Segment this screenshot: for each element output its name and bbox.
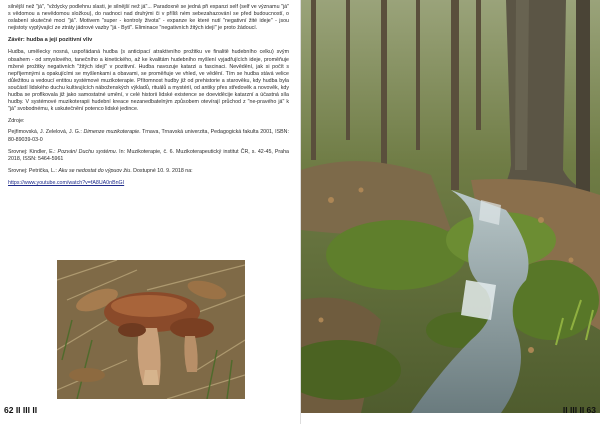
source-link[interactable]: https://www.youtube.com/watch?v=fA8UA0nBnGI bbox=[8, 179, 125, 186]
source-entry-3: Srovnej: Petrička, L.: Aku se nedostat do výpuov žiu. Dostupné 10. 9. 2018 na: bbox=[8, 167, 193, 174]
forest-stream-photo bbox=[301, 0, 600, 413]
intro-paragraph: silnější než "já", "vždycky podlehnu slasti, je silnější než já"... Paradoxně se jedná při expanzi self (self ve významu "já" s vědomou a nevědomou složkou), do nadnoci nad druhými či v příliš ném sebezahazování se před budoucností, o oslabení skutečné moci "já". Motivem "super - kontroly života" - expanze ke které nutí "negativní žité ideje" - jsou nejistoty vyplývající ze ztráty jádrové vazby "já - Bytí". Eliminace "negativních žitých idejí" je proto žádoucí. bbox=[8, 4, 289, 32]
body-paragraph: Hudba, umělecky nosná, uspořádaná hudba (s anticipací atraktivního prožitku ve finalitě hudebního celku) svým obsahem - od smyslového, tanečního a kinetického, až ke kvalitám hudebního myšlení vyjadřujících ideje, proměňuje mžené prožitky negativních "žitých idejí" v pozitivní. Hudba navozuje katarzi a fascinaci. Nevědění, jak si počít s nepříjemnými a opakujícími se myšlenkami a obavami, se proměňuje ve vhled, ve vědění. Tím se hudba stává velice důležitou a vedoucí entitou systémové muzikoterapie. Přítomnost hudby již od prehistorie a starověku, kdy hudba byla součástí lidského duchu kultivujících náboženských výkladů, rituálů a mystérií, od antiky přes středověk a novověk, kdy hudba se proflkovala již jako samostatné umění, v celé historii lidské existence se doeviděcije katarzní a účastná síla hudby. V systémové muzikoterapii hudební kreace nezanedbatelným způsobem otevírají průchod z "ne-pravého já" k "já" svobodnému, k uskutečnění potenco lidské jedince. bbox=[8, 49, 289, 113]
section-title: Závěr: hudba a její pozitivní vliv bbox=[8, 37, 93, 44]
source-entry-1: Pejřimovská, J. Zelelová, J. G.: Dimenze muzikoterapie. Trnava, Trnavská univerzita, Pedagogická fakulta 2001, ISBN: 80-89039-03-0 bbox=[8, 129, 289, 143]
source-entry-2: Srovnej: Kindler, E.: Pozvání Duchu systému. In: Muzikoterapie, č. 6. Muzikoterapeutický institut ČR, s. 42-45, Praha 2018, ISSN: 5464-5961 bbox=[8, 148, 289, 162]
page-number-left: 62 II III II bbox=[4, 405, 38, 415]
mushroom-photo bbox=[57, 260, 245, 399]
sources-label: Zdroje: bbox=[8, 118, 25, 125]
text-column bbox=[8, 4, 289, 192]
page-number-right: II III II 63 bbox=[562, 405, 596, 415]
right-page bbox=[301, 0, 600, 424]
